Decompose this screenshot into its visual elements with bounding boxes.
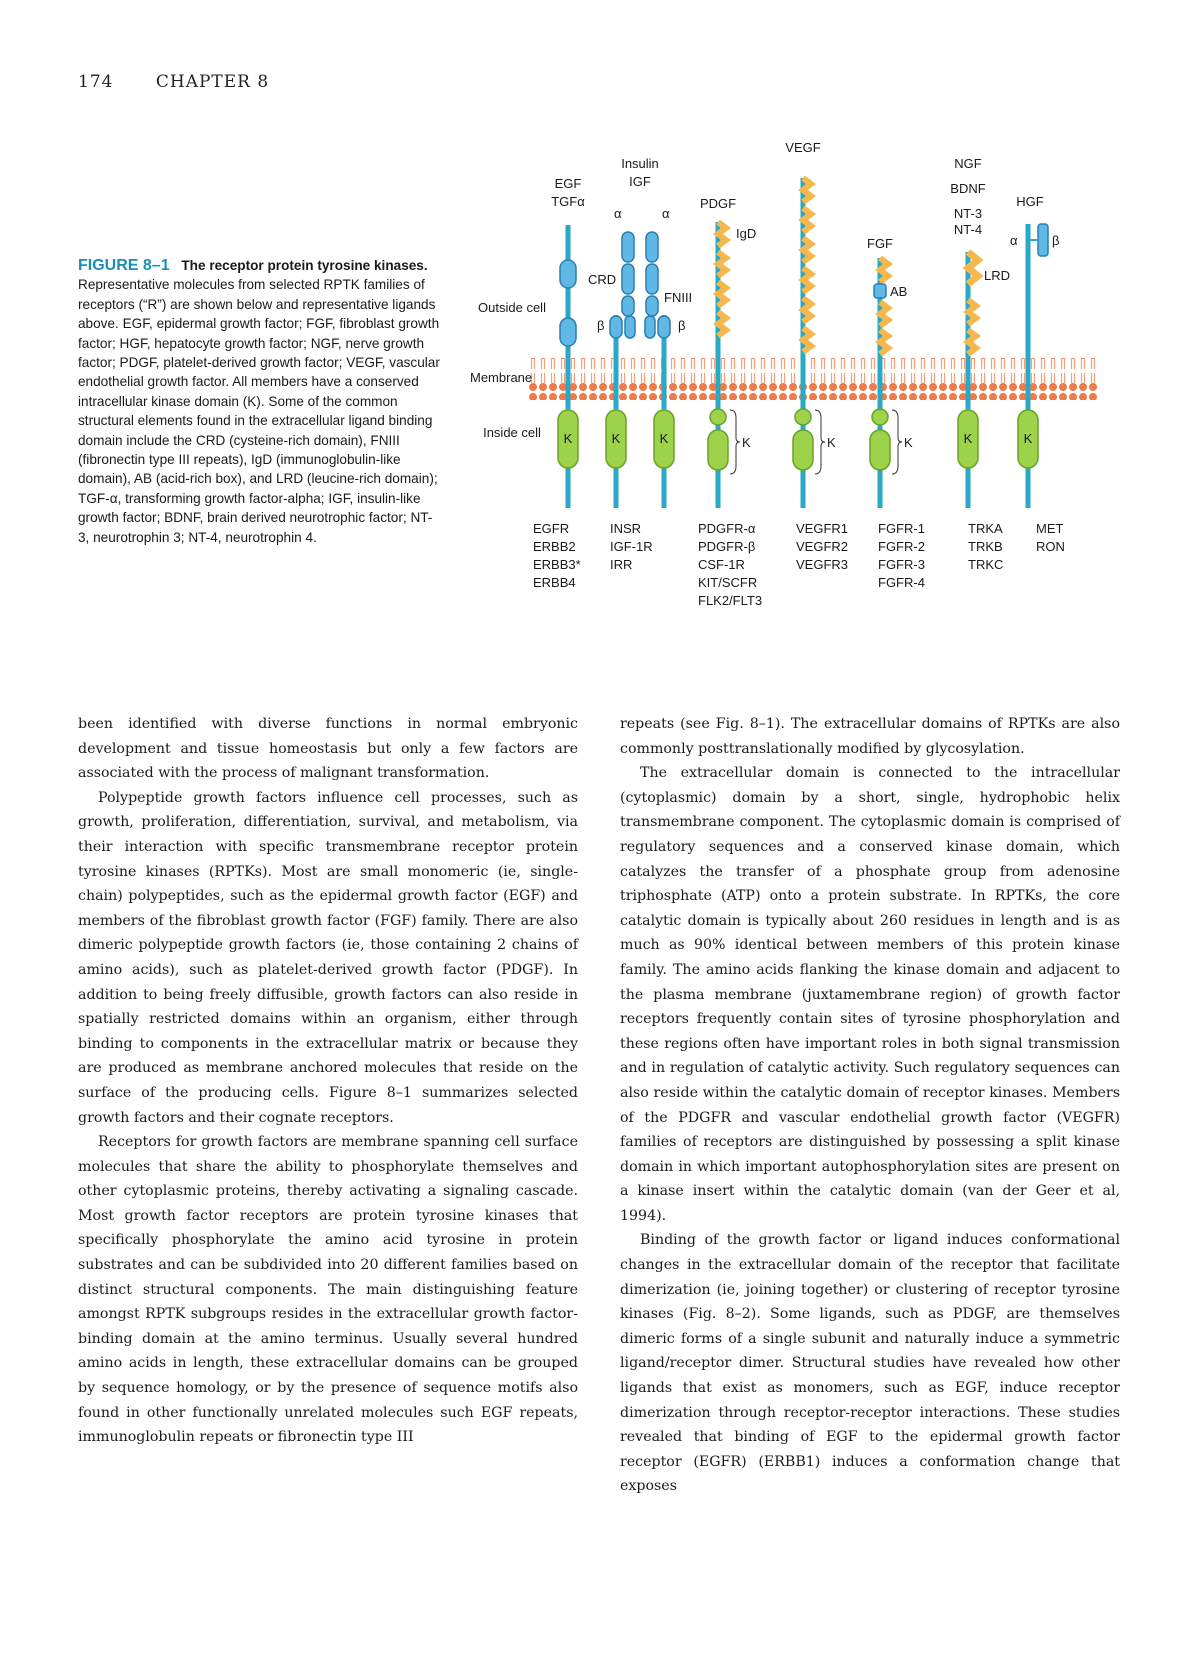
kinase-label: K (904, 435, 913, 450)
ligand-nt4: NT-4 (953, 222, 983, 237)
receptor-name: VEGFR3 (796, 557, 849, 572)
paragraph: The extracellular domain is connected to the intracellular (cytoplasmic) domain by a short, single, hydrophobic helix transmembrane component. The cytoplasmic domain is comprised of regulatory sequences and a conserved kinase domain, which catalyzes the transfer of a phosphate group from adenosine triphosphate (ATP) onto a protein substrate. In RPTKs, the core catalytic domain is typically about 260 residues in length and is as much as 90% identical between members of this protein kinase family. The amino acids flanking the kinase domain and adjacent to the plasma membrane (juxtamembrane region) of growth factor receptors frequently contain sites of tyrosine phosphorylation and these regions often have important roles in both signal transmission and in regulation of catalytic activity. Such regulatory sequences can also reside within the catalytic domain of receptor kinases. Members of the PDGFR and vascular endothelial growth factor (VEGFR) families of receptors are distinguished by possessing a split kinase domain in which important autophosphorylation sites are present on a kinase insert within the catalytic domain (van der Geer et al, 1994). (620, 765, 1120, 1224)
receptor-list-vegfr (796, 520, 848, 574)
fniii-label: FNIII (664, 290, 693, 305)
lrd-label: LRD (984, 268, 1011, 283)
kinase-domain (793, 430, 813, 470)
paragraph: Binding of the growth factor or ligand induces conformational changes in the extracellular domain of the receptor that facilitate dimerization (ie, joining together) or clustering of receptor tyrosine kinases (Fig. 8–2). Some ligands, such as PDGF, are themselves dimeric forms of a single subunit and naturally induce a symmetric ligand/receptor dimer. Structural studies have revealed how other ligands that exist as monomers, such as EGF, induce receptor dimerization through receptor-receptor interactions. These studies revealed that binding of EGF to the epidermal growth factor receptor (EGFR) (ERBB1) induces a conformation change that exposes (620, 1232, 1120, 1495)
outside-cell-label: Outside cell (478, 300, 546, 315)
ligand-egf: EGF (554, 176, 582, 191)
receptor-name: PDGFR-α (698, 521, 756, 536)
igd-domain (718, 252, 726, 276)
rptk-figure (470, 140, 1138, 670)
membrane-label: Membrane (470, 370, 533, 385)
caption-text: Representative molecules from selected RPTK families of receptors (“R”) are shown below and representative ligands above. EGF, epidermal growth factor; FGF, fibroblast growth factor; HGF, hepatocyte growth factor; NGF, nerve growth factor; PDGF, platelet-derived growth factor; VEGF, vascular endothelial growth factor. All members have a conserved intracellular kinase domain (K). Some of the common structural elements found in the extracellular ligand binding domain include the CRD (cysteine-rich domain), FNIII (fibronectin type III repeats), IgD (immunoglobulin-like domain), AB (acid-rich box), and LRD (leucine-rich domain); TGF-α, transforming growth factor-alpha; IGF, insulin-like growth factor; BDNF, brain derived neurotrophic factor; NT-3, neurotrophin 3; NT-4, neurotrophin 4. (78, 277, 440, 545)
receptor-name: FGFR-4 (878, 575, 925, 590)
figure-caption (78, 256, 443, 547)
igd-domain (880, 330, 888, 354)
crd-domain (560, 318, 576, 346)
fniii-domain (645, 316, 655, 338)
igd-domain (880, 302, 888, 326)
lrd-domain (968, 252, 978, 284)
alpha-label: α (662, 206, 670, 221)
ligand-pdgf: PDGF (699, 196, 737, 211)
receptor-list-egfr (533, 520, 581, 592)
kinase-label: K (659, 431, 669, 446)
receptor-name: KIT/SCFR (698, 575, 758, 590)
fniii-domain (625, 316, 635, 338)
receptor-name: EGFR (533, 521, 570, 536)
receptor-name: INSR (610, 521, 642, 536)
met-alpha-label: α (1010, 233, 1018, 248)
fniii-domain (610, 316, 622, 338)
kinase-domain (795, 409, 811, 425)
receptor-list-trk (968, 520, 1003, 574)
igd-domain (803, 298, 811, 322)
kinase-label: K (1023, 431, 1033, 446)
kinase-label: K (963, 431, 973, 446)
igd-domain (803, 268, 811, 292)
receptor-name: IRR (610, 557, 633, 572)
kinase-domain (710, 409, 726, 425)
ligand-tgfa: TGFα (551, 194, 585, 209)
kinase-domain (872, 409, 888, 425)
paragraph: been identified with diverse functions in normal embryonic development and tissue homeostasis but only a few factors are associated with the process of malignant transformation. (78, 716, 578, 782)
figure-label: FIGURE 8–1 (78, 257, 170, 274)
ligand-bdnf: BDNF (950, 181, 986, 196)
receptor-name: TRKA (968, 521, 1003, 536)
beta-label: β (678, 318, 686, 333)
receptor-name: MET (1036, 521, 1064, 536)
ligand-igf: IGF (629, 174, 651, 189)
receptor-list-pdgfr (698, 520, 762, 610)
ligand-hgf: HGF (1016, 194, 1044, 209)
alpha-subunit (622, 264, 634, 294)
igd-domain (718, 222, 726, 246)
receptor-list-met (1036, 520, 1065, 556)
kinase-label: K (611, 431, 621, 446)
igd-domain (803, 328, 811, 352)
receptor-name: RON (1036, 539, 1065, 554)
crd-domain (560, 260, 576, 288)
kinase-label: K (563, 431, 573, 446)
igd-domain (803, 238, 811, 262)
receptor-name: VEGFR1 (796, 521, 849, 536)
met-beta-label: β (1052, 233, 1060, 248)
igd-domain (718, 312, 726, 336)
body-column-left (78, 712, 578, 1450)
crd-label: CRD (588, 272, 617, 287)
igd-domain (880, 258, 888, 282)
fniii-domain (658, 316, 670, 338)
kinase-domain (708, 430, 728, 470)
receptor-vegfr (793, 178, 825, 508)
fniii-domain (622, 296, 634, 316)
receptor-name: VEGFR2 (796, 539, 849, 554)
page-header (78, 72, 269, 92)
receptor-name: TRKB (968, 539, 1003, 554)
inside-cell-label: Inside cell (483, 425, 541, 440)
ligand-vegf: VEGF (785, 140, 821, 155)
receptor-name: FGFR-2 (878, 539, 925, 554)
ligand-nt3: NT-3 (953, 206, 983, 221)
ab-domain (874, 284, 886, 298)
ligand-fgf: FGF (867, 236, 893, 251)
igd-domain (803, 178, 811, 202)
receptor-name: ERBB3* (533, 557, 581, 572)
receptor-name: TRKC (968, 557, 1004, 572)
beta-label: β (597, 318, 605, 333)
met-beta-domain (1038, 224, 1048, 256)
receptor-name: FGFR-1 (878, 521, 925, 536)
paragraph: Polypeptide growth factors influence cell processes, such as growth, proliferation, differentiation, survival, and metabolism, via their interaction with specific transmembrane receptor protein tyrosine kinases (RPTKs). Most are small monomeric (ie, single-chain) polypeptides, such as the epidermal growth factor (EGF) and members of the fibroblast growth factor (FGF) family. There are also dimeric polypeptide growth factors (ie, those containing 2 chains of amino acids), such as platelet-derived growth factor (PDGF). In addition to being freely diffusible, growth factors can also reside in spatially restricted domains within an organism, either through binding to components in the extracellular matrix or because they are produced as membrane anchored molecules that reside on the surface of the producing cells. Figure 8–1 summarizes selected growth factors and their cognate receptors. (78, 789, 578, 1126)
caption-title: The receptor protein tyrosine kinases. (181, 258, 428, 273)
page-number: 174 (78, 72, 114, 92)
alpha-subunit (646, 232, 658, 262)
ligand-ngf: NGF (954, 156, 982, 171)
receptor-name: IGF-1R (610, 539, 653, 554)
body-column-right (620, 712, 1120, 1499)
igd-domain (968, 300, 976, 324)
igd-domain (718, 282, 726, 306)
receptor-name: FLK2/FLT3 (698, 593, 763, 608)
igd-domain (803, 208, 811, 232)
receptor-list-insr (610, 520, 653, 574)
alpha-label: α (614, 206, 622, 221)
alpha-subunit (646, 264, 658, 294)
ab-label: AB (890, 284, 908, 299)
igd-domain (968, 330, 976, 354)
igd-label: IgD (736, 226, 757, 241)
receptor-name: ERBB4 (533, 575, 576, 590)
paragraph: repeats (see Fig. 8–1). The extracellular domains of RPTKs are also commonly posttranslationally modified by glycosylation. (620, 716, 1120, 757)
kinase-label: K (827, 435, 836, 450)
receptor-name: FGFR-3 (878, 557, 925, 572)
kinase-label: K (742, 435, 751, 450)
receptor-list-fgfr (878, 520, 925, 592)
ligand-insulin: Insulin (621, 156, 659, 171)
alpha-subunit (622, 232, 634, 262)
paragraph: Receptors for growth factors are membrane spanning cell surface molecules that share the ability to phosphorylate themselves and other cytoplasmic proteins, thereby activating a signaling cascade. Most growth factor receptors are protein tyrosine kinases that specifically phosphorylate the amino acid tyrosine in protein substrates and can be subdivided into 20 different families based on distinct structural components. The main distinguishing feature amongst RPTK subgroups resides in the extracellular growth factor-binding domain at the amino terminus. Usually several hundred amino acids in length, these extracellular domains can be grouped by sequence homology, or by the presence of sequence motifs also found in other functionally unrelated molecules such EGF repeats, immunoglobulin repeats or fibronectin type III (78, 1134, 578, 1446)
receptor-name: PDGFR-β (698, 539, 756, 554)
kinase-domain (870, 430, 890, 470)
receptor-name: CSF-1R (698, 557, 745, 572)
receptor-name: ERBB2 (533, 539, 576, 554)
fniii-domain (646, 296, 658, 316)
chapter-title: CHAPTER 8 (155, 72, 270, 92)
